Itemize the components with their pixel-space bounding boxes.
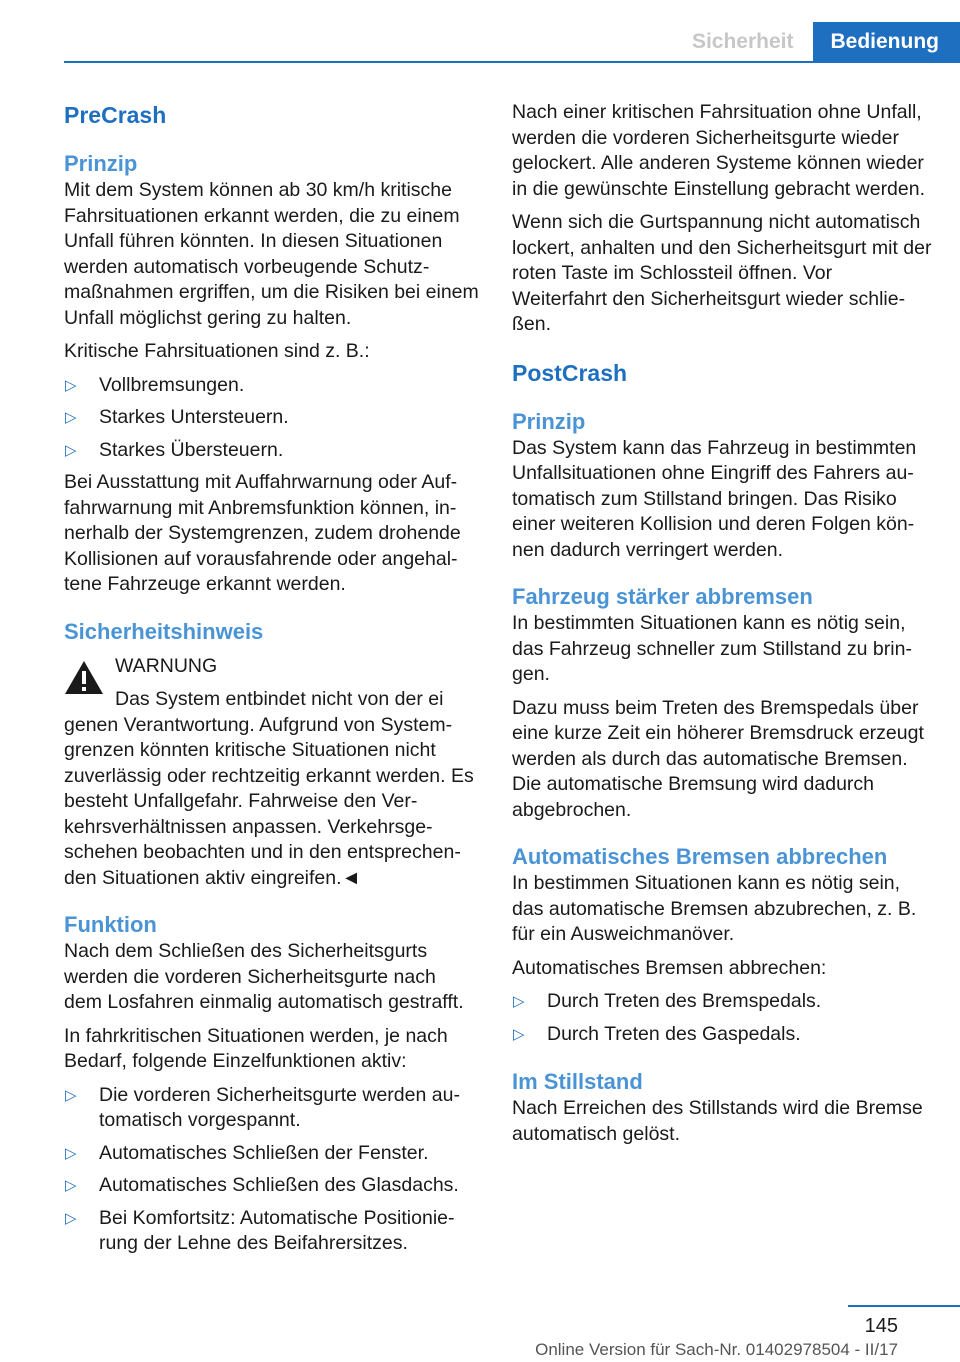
left-column — [64, 100, 479, 1264]
gurt-text: Wenn sich die Gurtspannung nicht automatisch lockert, anhalten und den Sicherheitsgurt mit der roten Taste im Schlossteil öffnen. Vor Weiterfahrt den Sicherheitsgurt wieder schließen. — [512, 211, 932, 335]
warning-block — [64, 654, 479, 892]
list-item: ▷ Bei Komfortsitz: Automatische Positionierung der Lehne des Beifahrersitzes. — [64, 1206, 479, 1257]
heading-prinzip: Prinzip — [64, 151, 138, 176]
triangle-right-icon: ▷ — [65, 376, 77, 394]
funktion-text: Nach dem Schließen des Sicherheitsgurts werden die vorderen Sicherheitsgurte nach dem Losfahren einmalig automatisch gestrafft. — [64, 940, 464, 1013]
abbrechen-text: In bestimmen Situationen kann es nötig sein, das automatische Bremsen abzubrechen, z. B. für ein Ausweichmanöver. — [512, 872, 917, 945]
heading-bremsen-abbrechen: Automatisches Bremsen abbrechen — [512, 844, 888, 869]
triangle-right-icon: ▷ — [65, 441, 77, 459]
triangle-right-icon: ▷ — [513, 993, 525, 1010]
heading-precrash: PreCrash — [64, 102, 167, 128]
triangle-right-icon: ▷ — [65, 1209, 77, 1227]
heading-prinzip-postcrash: Prinzip — [512, 408, 586, 434]
list-item: ▷ Durch Treten des Gaspedals. — [512, 1022, 932, 1048]
tab-sicherheit[interactable]: Sicherheit — [673, 22, 813, 62]
nach-text: Nach einer kritischen Fahrsituation ohne Unfall, werden die vorderen Sicherheitsgurte wieder gelockert. Alle anderen Systeme können wieder in die gewünschte Einstellung gebracht werden. — [512, 101, 926, 200]
right-column — [512, 100, 932, 1147]
ausstattung-text: Bei Ausstattung mit Auffahrwarnung oder Auffahrwarnung mit Anbremsfunktion können, innerhalb der Systemgrenzen, zudem drohende Kollisionen auf vorausfahrende oder angehaltene Fahrzeuge erkannt werden. — [64, 471, 461, 595]
list-item: ▷ Starkes Übersteuern. — [64, 438, 479, 464]
warning-triangle-icon — [64, 660, 104, 695]
list-item: ▷ Vollbremsungen. — [64, 373, 479, 399]
list-item: ▷ Starkes Untersteuern. — [64, 405, 479, 431]
stillstand-text: Nach Erreichen des Stillstands wird die Bremse automatisch gelöst. — [512, 1097, 923, 1145]
triangle-right-icon: ▷ — [65, 1177, 77, 1194]
page-number: 145 — [864, 1315, 898, 1337]
kritisch-intro: Kritische Fahrsituationen sind z. B.: — [64, 340, 370, 362]
prinzip-text: Mit dem System können ab 30 km/h kritische Fahrsituationen erkannt werden, die zu einem Unfall führen könnten. In diesen Situationen werden automatisch vorbeugende Schutzmaßnahmen ergriffen, um die Risiken bei einem Unfall möglichst gering zu halten. — [64, 179, 479, 329]
heading-postcrash: PostCrash — [512, 359, 628, 386]
header-divider — [64, 61, 960, 63]
footer-divider — [848, 1305, 960, 1307]
warning-title: WARNUNG — [115, 654, 218, 677]
warning-text: genen Verantwortung. Aufgrund von Systemgrenzen könnten kritische Situationen nicht zuverlässig oder rechtzeitig erkannt werden. Es besteht Unfallgefahr. Fahrweise den Verkehrsverhältnissen anpassen. Verkehrsgeschehen beobachten und in den entsprechenden Situationen aktiv eingreifen.◄ — [64, 713, 474, 889]
triangle-right-icon: ▷ — [65, 1086, 77, 1104]
funktion-intro: In fahrkritischen Situationen werden, je nach Bedarf, folgende Einzelfunktionen aktiv: — [64, 1024, 448, 1072]
list-item: ▷ Automatisches Schließen der Fenster. — [64, 1141, 479, 1167]
abbrechen-intro: Automatisches Bremsen abbrechen: — [512, 956, 827, 979]
triangle-right-icon: ▷ — [65, 1144, 77, 1162]
list-item: ▷ Durch Treten des Bremspedals. — [512, 989, 932, 1015]
list-item: ▷ Automatisches Schließen des Glasdachs. — [64, 1173, 479, 1199]
triangle-right-icon: ▷ — [65, 409, 77, 426]
tab-bedienung[interactable]: Bedienung — [813, 22, 960, 62]
heading-im-stillstand: Im Stillstand — [512, 1069, 643, 1094]
heading-funktion: Funktion — [64, 912, 157, 937]
warning-text-first-line: Das System entbindet nicht von der ei — [115, 688, 444, 710]
triangle-right-icon: ▷ — [513, 1025, 525, 1043]
heading-staerker-abbremsen: Fahrzeug stärker abbremsen — [512, 584, 813, 609]
heading-sicherheitshinweis: Sicherheitshinweis — [64, 618, 264, 644]
staerker-text-2: Dazu muss beim Treten des Bremspedals über eine kurze Zeit ein höherer Bremsdruck erzeugt werden als durch das automatische Bremsen. Die automatische Bremsung wird dadurch abgebrochen. — [512, 696, 924, 821]
online-version-note: Online Version für Sach-Nr. 01402978504 - II/17 — [535, 1340, 898, 1359]
list-item: ▷ Die vorderen Sicherheitsgurte werden automatisch vorgespannt. — [64, 1083, 479, 1134]
header-tabs — [673, 22, 960, 62]
staerker-text-1: In bestimmten Situationen kann es nötig sein, das Fahrzeug schneller zum Stillstand zu bringen. — [512, 612, 912, 685]
postcrash-text: Das System kann das Fahrzeug in bestimmten Unfallsituationen ohne Eingriff des Fahrers automatisch zum Stillstand bringen. Das Risiko einer weiteren Kollision und deren Folgen können dadurch verringert werden. — [512, 436, 917, 561]
